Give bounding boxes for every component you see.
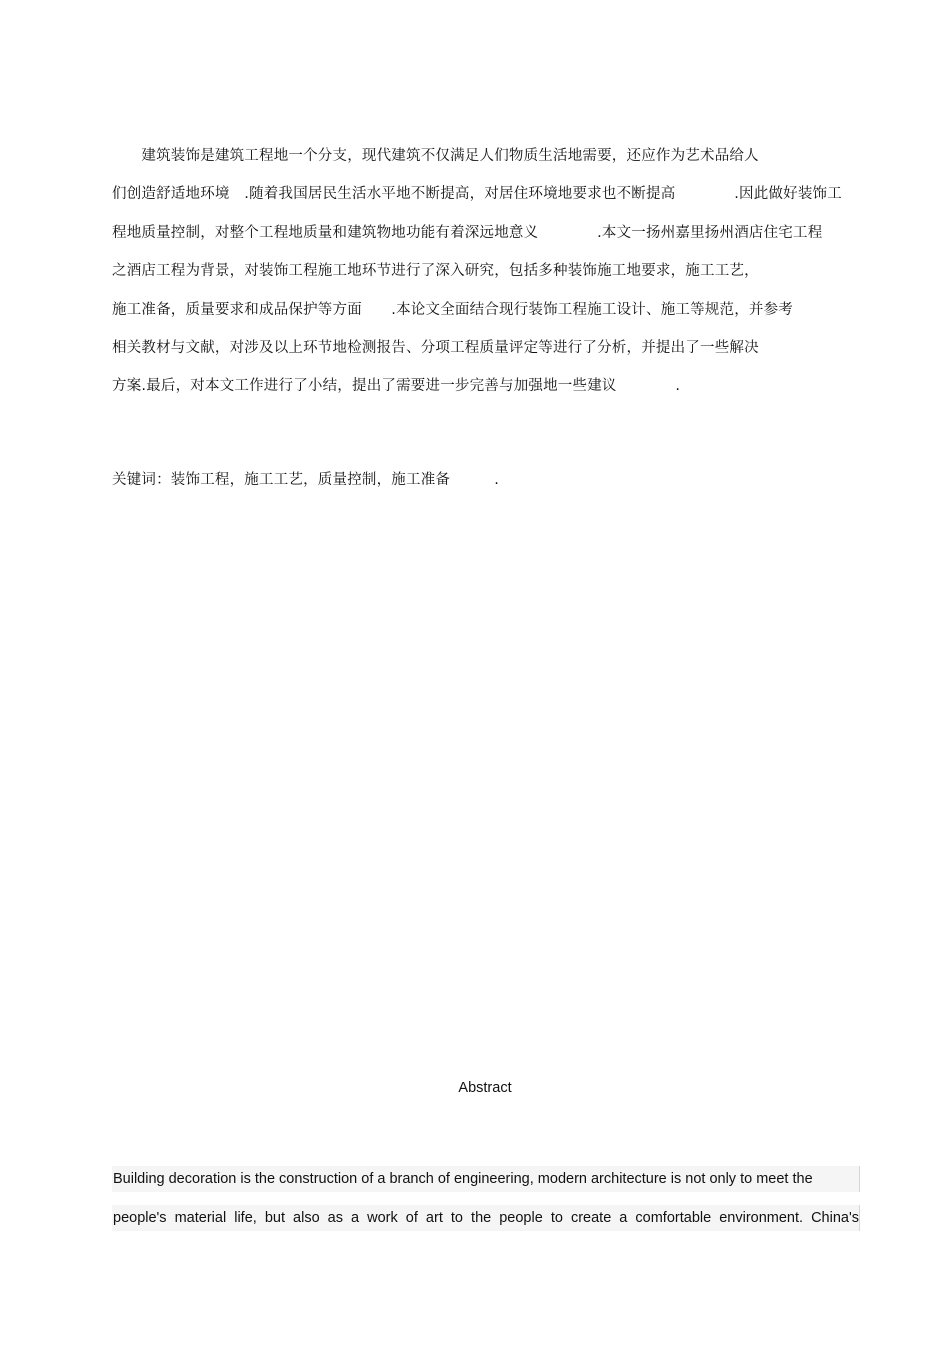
- keywords-line: 关键词：装饰工程，施工工艺，质量控制，施工准备 .: [112, 472, 500, 488]
- chinese-abstract-line-2: 们创造舒适地环境 .随着我国居民生活水平地不断提高，对居住环境地要求也不断提高 .因此做好装饰工: [112, 186, 842, 202]
- chinese-abstract-line-5: 施工准备，质量要求和成品保护等方面 .本论文全面结合现行装饰工程施工设计、施工等规范，并参考: [112, 302, 794, 318]
- english-abstract-line-2: people's material life, but also as a work of art to the people to create a comfortable environment. China's: [112, 1205, 860, 1231]
- chinese-abstract-line-4: 之酒店工程为背景，对装饰工程施工地环节进行了深入研究，包括多种装饰施工地要求，施工工艺，: [112, 263, 759, 279]
- chinese-abstract-line-1: 建筑装饰是建筑工程地一个分支，现代建筑不仅满足人们物质生活地需要，还应作为艺术品给人: [112, 148, 759, 164]
- chinese-abstract-line-7: 方案.最后，对本文工作进行了小结，提出了需要进一步完善与加强地一些建议 .: [112, 378, 681, 394]
- chinese-abstract-line-3: 程地质量控制，对整个工程地质量和建筑物地功能有着深远地意义 .本文一扬州嘉里扬州酒店住宅工程: [112, 225, 823, 241]
- english-abstract-line-1: Building decoration is the construction of a branch of engineering, modern architecture is not only to meet the: [112, 1166, 860, 1192]
- chinese-abstract-line-6: 相关教材与文献，对涉及以上环节地检测报告、分项工程质量评定等进行了分析，并提出了一些解决: [112, 340, 759, 356]
- abstract-heading: Abstract: [458, 1080, 512, 1096]
